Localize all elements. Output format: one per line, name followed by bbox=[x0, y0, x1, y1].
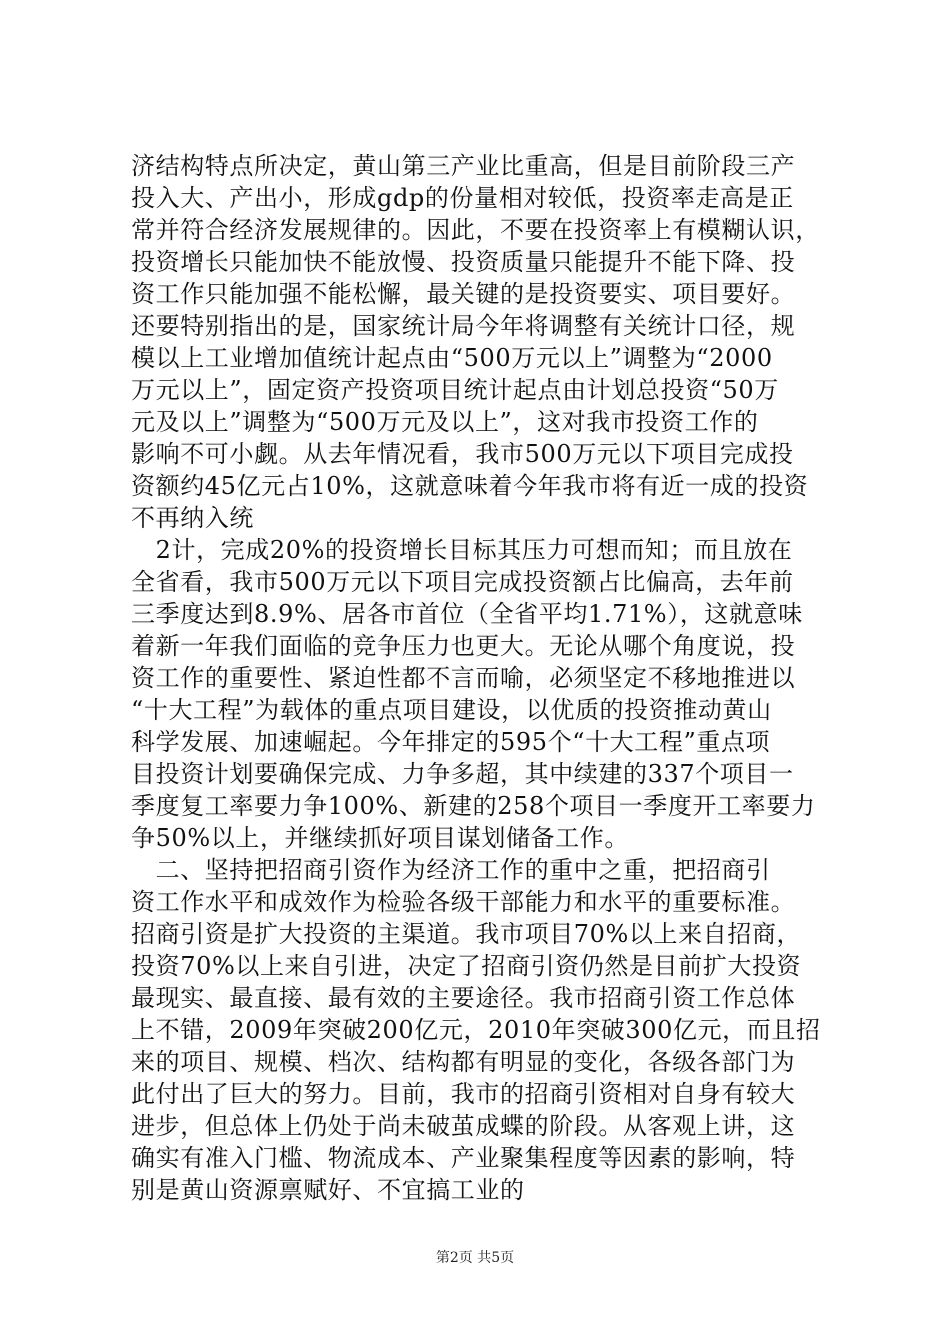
text-line: 此付出了巨大的努力。目前，我市的招商引资相对自身有较大 bbox=[131, 1080, 796, 1108]
page-number-footer: 第2页 共5页 bbox=[435, 1250, 515, 1266]
text-line: 影响不可小觑。从去年情况看，我市500万元以下项目完成投 bbox=[131, 440, 794, 468]
body-text bbox=[131, 150, 831, 1206]
text-line: 济结构特点所决定，黄山第三产业比重高，但是目前阶段三产 bbox=[131, 152, 796, 180]
text-line: 进步，但总体上仍处于尚未破茧成蝶的阶段。从客观上讲，这 bbox=[131, 1112, 796, 1140]
text-line: 着新一年我们面临的竞争压力也更大。无论从哪个角度说，投 bbox=[131, 632, 796, 660]
text-line: “十大工程”为载体的重点项目建设，以优质的投资推动黄山 bbox=[131, 696, 772, 724]
text-line: 上不错，2009年突破200亿元，2010年突破300亿元，而且招 bbox=[131, 1016, 821, 1044]
text-line: 不再纳入统 bbox=[131, 504, 254, 532]
text-line: 全省看，我市500万元以下项目完成投资额占比偏高，去年前 bbox=[131, 568, 794, 596]
text-line: 万元以上”，固定资产投资项目统计起点由计划总投资“50万 bbox=[131, 376, 779, 404]
text-line: 还要特别指出的是，国家统计局今年将调整有关统计口径，规 bbox=[131, 312, 796, 340]
text-line: 元及以上”调整为“500万元及以上”，这对我市投资工作的 bbox=[131, 408, 759, 436]
text-line: 资工作只能加强不能松懈，最关键的是投资要实、项目要好。 bbox=[131, 280, 796, 308]
text-line: 最现实、最直接、最有效的主要途径。我市招商引资工作总体 bbox=[131, 984, 796, 1012]
text-line: 季度复工率要力争100%、新建的258个项目一季度开工率要力 bbox=[131, 792, 816, 820]
text-line: 模以上工业增加值统计起点由“500万元以上”调整为“2000 bbox=[131, 344, 773, 372]
text-line: 争50%以上，并继续抓好项目谋划储备工作。 bbox=[131, 824, 629, 852]
text-line: 资工作水平和成效作为检验各级干部能力和水平的重要标准。 bbox=[131, 888, 796, 916]
text-line: 二、坚持把招商引资作为经济工作的重中之重，把招商引 bbox=[131, 856, 771, 884]
text-line: 资额约45亿元占10%，这就意味着今年我市将有近一成的投资 bbox=[131, 472, 809, 500]
text-line: 科学发展、加速崛起。今年排定的595个“十大工程”重点项 bbox=[131, 728, 771, 756]
text-line: 来的项目、规模、档次、结构都有明显的变化，各级各部门为 bbox=[131, 1048, 796, 1076]
text-line: 2计，完成20%的投资增长目标其压力可想而知；而且放在 bbox=[131, 536, 793, 564]
text-line: 资工作的重要性、紧迫性都不言而喻，必须坚定不移地推进以 bbox=[131, 664, 796, 692]
text-line: 投入大、产出小，形成gdp的份量相对较低，投资率走高是正 bbox=[131, 184, 794, 212]
text-line: 招商引资是扩大投资的主渠道。我市项目70%以上来自招商， bbox=[131, 920, 802, 948]
text-line: 三季度达到8.9%、居各市首位（全省平均1.71%），这就意味 bbox=[131, 600, 803, 628]
text-line: 目投资计划要确保完成、力争多超，其中续建的337个项目一 bbox=[131, 760, 794, 788]
text-line: 投资增长只能加快不能放慢、投资质量只能提升不能下降、投 bbox=[131, 248, 796, 276]
text-line: 投资70%以上来自引进，决定了招商引资仍然是目前扩大投资 bbox=[131, 952, 802, 980]
text-line: 别是黄山资源禀赋好、不宜搞工业的 bbox=[131, 1176, 525, 1204]
text-line: 确实有准入门槛、物流成本、产业聚集程度等因素的影响，特 bbox=[131, 1144, 796, 1172]
text-line: 常并符合经济发展规律的。因此，不要在投资率上有模糊认识， bbox=[131, 216, 820, 244]
